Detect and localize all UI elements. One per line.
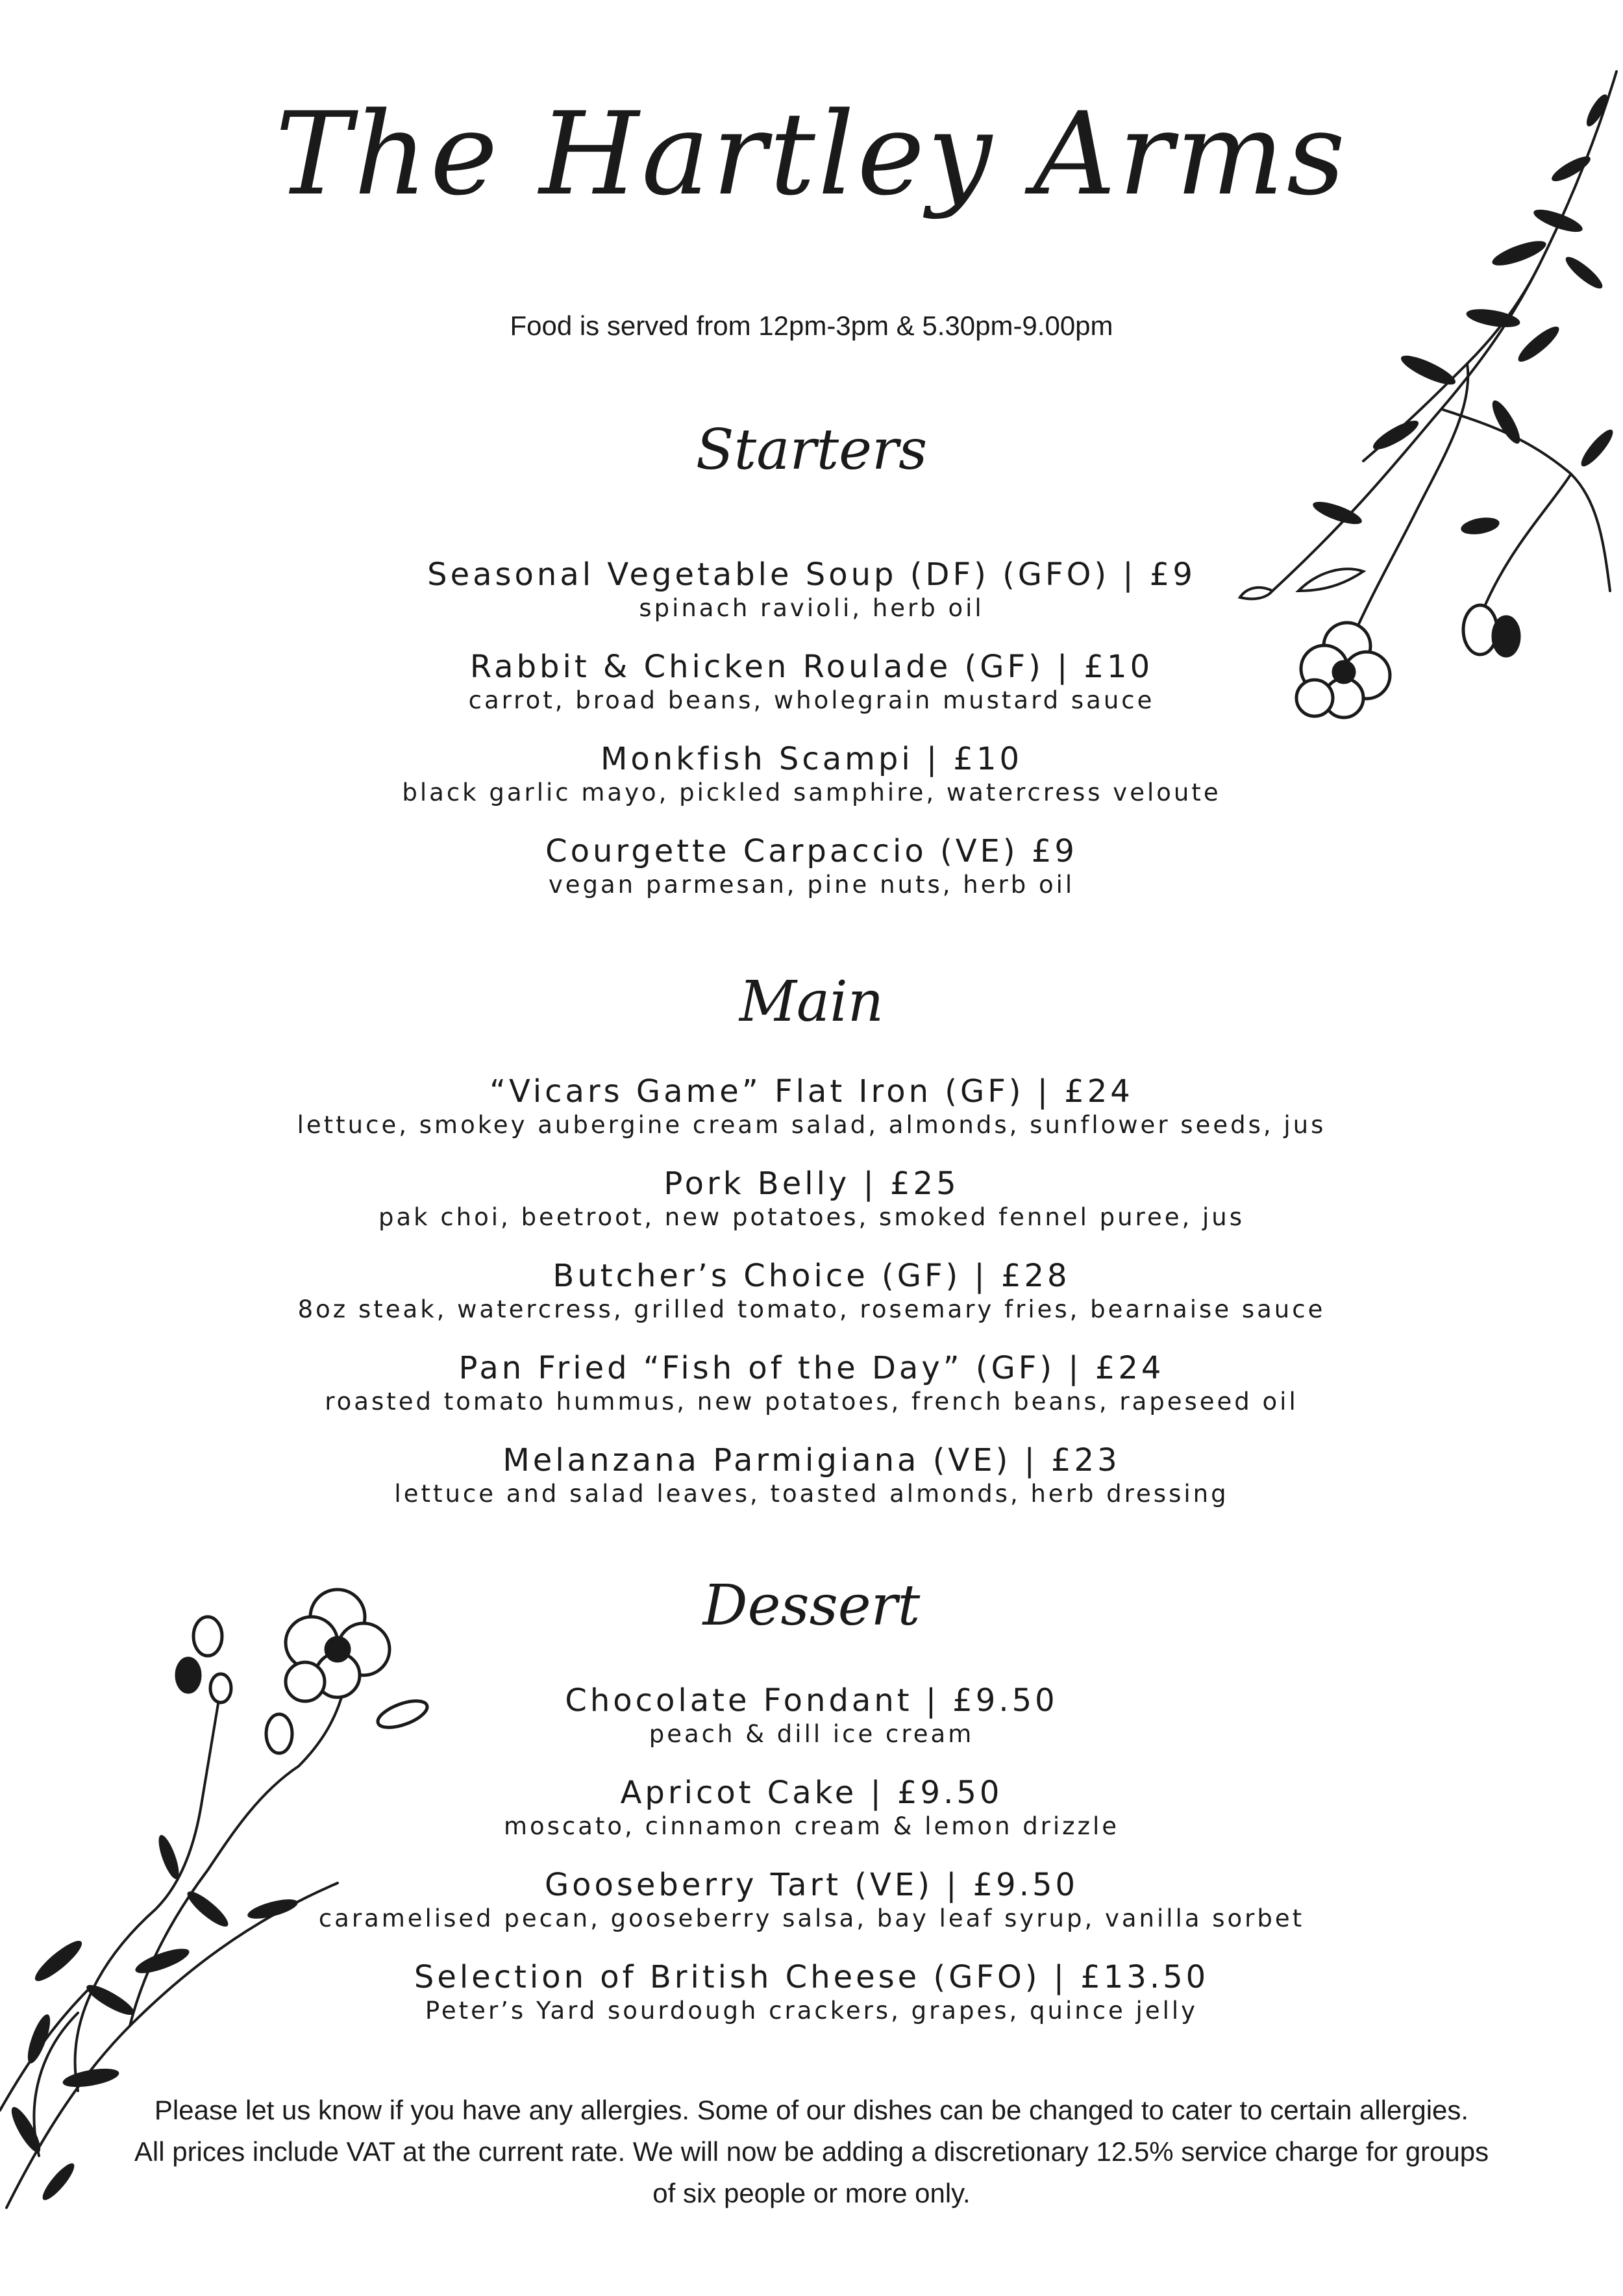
allergy-notice (78, 2090, 1545, 2214)
section-title-main: Main (739, 969, 884, 1034)
menu-item-description: peach & dill ice cream (649, 1720, 974, 1748)
menu-item-name: Pan Fried “Fish of the Day” (GF) | £24 (458, 1350, 1165, 1386)
menu-item (0, 1165, 1623, 1232)
menu-item (0, 1958, 1623, 2026)
menu-item (0, 1774, 1623, 1841)
menu-item-description: vegan parmesan, pine nuts, herb oil (548, 871, 1075, 899)
menu-item (0, 556, 1623, 623)
menu-item-description: roasted tomato hummus, new potatoes, french beans, rapeseed oil (325, 1388, 1298, 1416)
allergy-notice-line: Please let us know if you have any allergies. Some of our dishes can be changed to cater to certain allergies. (154, 2095, 1469, 2125)
menu-item-description: lettuce and salad leaves, toasted almonds, herb dressing (394, 1480, 1229, 1508)
section-title-dessert: Dessert (702, 1573, 921, 1638)
menu-item-description: pak choi, beetroot, new potatoes, smoked fennel puree, jus (378, 1203, 1245, 1231)
menu-item (0, 1441, 1623, 1509)
menu-item-name: Seasonal Vegetable Soup (DF) (GFO) | £9 (427, 556, 1196, 593)
menu-item-name: “Vicars Game” Flat Iron (GF) | £24 (489, 1073, 1134, 1110)
menu-item-description: caramelised pecan, gooseberry salsa, bay leaf syrup, vanilla sorbet (318, 1904, 1305, 1932)
menu-item (0, 740, 1623, 808)
menu-item-name: Monkfish Scampi | £10 (600, 741, 1023, 777)
menu-item (0, 648, 1623, 716)
service-charge-line: of six people or more only. (652, 2178, 971, 2208)
menu-item (0, 1257, 1623, 1325)
menu-item-name: Apricot Cake | £9.50 (620, 1775, 1003, 1811)
menu-item (0, 1349, 1623, 1417)
menu-item-name: Chocolate Fondant | £9.50 (565, 1682, 1058, 1719)
menu-item-name: Melanzana Parmigiana (VE) | £23 (502, 1442, 1121, 1479)
menu-item-name: Selection of British Cheese (GFO) | £13.50 (414, 1959, 1209, 1995)
menu-item-description: carrot, broad beans, wholegrain mustard sauce (468, 686, 1155, 714)
menu-item-name: Gooseberry Tart (VE) | £9.50 (544, 1867, 1079, 1903)
menu-item-description: lettuce, smokey aubergine cream salad, almonds, sunflower seeds, jus (297, 1111, 1326, 1139)
menu-item (0, 832, 1623, 900)
restaurant-name: The Hartley Arms (275, 88, 1348, 221)
menu-item-name: Butcher’s Choice (GF) | £28 (552, 1258, 1071, 1294)
service-hours: Food is served from 12pm-3pm & 5.30pm-9.00pm (510, 310, 1113, 341)
menu-item-name: Rabbit & Chicken Roulade (GF) | £10 (469, 649, 1154, 685)
vat-notice-line: All prices include VAT at the current rate. We will now be adding a discretionary 12.5% service charge for groups (134, 2136, 1489, 2167)
menu-item-name: Courgette Carpaccio (VE) £9 (545, 833, 1078, 869)
section-title-starters: Starters (695, 418, 928, 482)
menu-item-name: Pork Belly | £25 (663, 1166, 960, 1202)
menu-item-description: moscato, cinnamon cream & lemon drizzle (503, 1812, 1120, 1840)
menu-item (0, 1682, 1623, 1749)
menu-item-description: 8oz steak, watercress, grilled tomato, rosemary fries, bearnaise sauce (297, 1295, 1326, 1323)
menu-item-description: Peter’s Yard sourdough crackers, grapes, quince jelly (425, 1997, 1198, 2025)
menu-item-description: spinach ravioli, herb oil (639, 594, 984, 622)
menu-item (0, 1073, 1623, 1140)
menu-item-description: black garlic mayo, pickled samphire, watercress veloute (402, 779, 1221, 806)
menu-item (0, 1866, 1623, 1934)
